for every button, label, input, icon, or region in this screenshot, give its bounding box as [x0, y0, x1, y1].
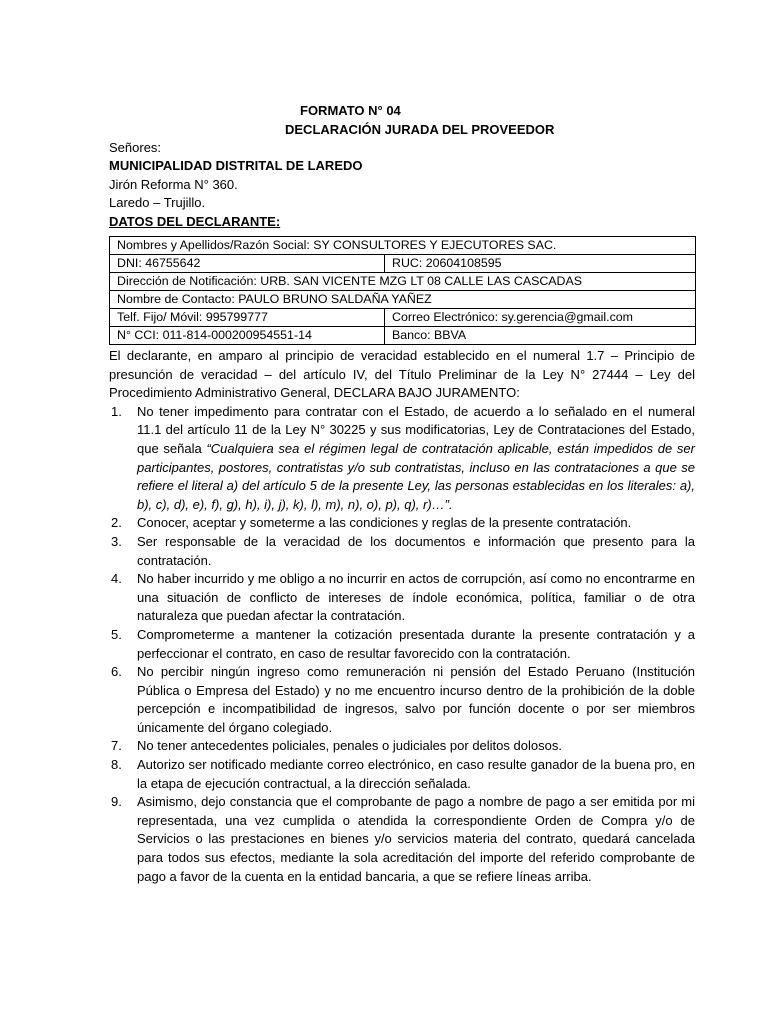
item-number: 1. [111, 403, 122, 419]
intro-paragraph: El declarante, en amparo al principio de veracidad establecido en el numeral 1.7 – Principio de presunción de veracidad – del artículo IV, del Título Preliminar de la Ley N° 27444 – Ley del Procedimiento Administrativo General, DECLARA BAJO JURAMENTO: [109, 348, 695, 401]
declarant-name-cell: Nombres y Apellidos/Razón Social: SY CONSULTORES Y EJECUTORES SAC. [110, 237, 696, 255]
address-cell: Dirección de Notificación: URB. SAN VICENTE MZG LT 08 CALLE LAS CASCADAS [110, 273, 696, 291]
ruc-cell: RUC: 20604108595 [385, 255, 696, 273]
bank-cell: Banco: BBVA [385, 327, 696, 345]
item-text: Comprometerme a mantener la cotización presentada durante la presente contratación y a perfeccionar el contrato, en caso de resultar favorecido con la contratación. [137, 626, 695, 661]
list-item [109, 533, 695, 570]
addressee-block [109, 139, 363, 231]
cci-cell: N° CCI: 011-814-000200954551-14 [110, 327, 385, 345]
table-row [110, 273, 696, 291]
item-number: 4. [111, 571, 122, 587]
entity-street: Jirón Reforma N° 360. [109, 176, 238, 192]
item-text: Asimismo, dejo constancia que el comprobante de pago a nombre de pago a ser emitida por mi representada, una vez cumplida o atendida la correspondiente Orden de Compra y/o de Servicios o las prestaciones en bienes y/o servicios materia del contrato, quedará cancelada para todos sus efectos, mediante la sola acreditación del importe del referido comprobante de pago a favor de la cuenta en la entidad bancaria, a que se refiere líneas arriba. [137, 794, 695, 884]
table-row [110, 237, 696, 255]
item-text: Conocer, aceptar y someterme a las condiciones y reglas de la presente contratación. [137, 515, 632, 531]
table-row [110, 309, 696, 327]
declarant-table [109, 236, 696, 345]
table-row [110, 327, 696, 345]
list-item [109, 756, 695, 793]
item-text: No percibir ningún ingreso como remuneración ni pensión del Estado Peruano (Institución Pública o Empresa del Estado) y no me encuentro incurso dentro de la prohibición de la doble percepción e incompatibilidad de ingresos, salvo por función docente o por ser miembros únicamente del órgano colegiado. [137, 664, 695, 735]
salutation: Señores: [109, 140, 162, 155]
dni-cell: DNI: 46755642 [110, 255, 385, 273]
item-number: 7. [111, 738, 122, 754]
entity-name: MUNICIPALIDAD DISTRITAL DE LAREDO [109, 158, 363, 174]
list-item [109, 403, 695, 515]
item-number: 2. [111, 515, 122, 531]
list-item [109, 793, 695, 886]
list-item [109, 514, 695, 533]
format-number: FORMATO N° 04 [300, 103, 401, 118]
list-item [109, 626, 695, 663]
contact-cell: Nombre de Contacto: PAULO BRUNO SALDAÑA YAÑEZ [110, 291, 696, 309]
phone-cell: Telf. Fijo/ Móvil: 995799777 [110, 309, 385, 327]
declaration-body [109, 347, 695, 886]
document-title: DECLARACIÓN JURADA DEL PROVEEDOR [285, 122, 555, 137]
item-text: Ser responsable de la veracidad de los documentos e información que presento para la contratación. [137, 533, 695, 568]
declaration-list [109, 403, 695, 886]
item-number: 6. [111, 664, 122, 680]
declarant-section-label: DATOS DEL DECLARANTE: [109, 213, 281, 229]
list-item [109, 570, 695, 626]
item-quote: “Cualquiera sea el régimen legal de contratación aplicable, están impedidos de ser participantes, postores, contratistas y/o sub contratistas, incluso en las contrataciones a que se refiere el literal a) del artículo 5 de la presente Ley, las personas establecidas en los literales: a), b), c), d), e), f), g), h), i), j), k), l), m), n), o), p), q), r)…”. [137, 440, 695, 512]
item-text: No tener antecedentes policiales, penales o judiciales por delitos dolosos. [137, 738, 562, 754]
item-text: Autorizo ser notificado mediante correo electrónico, en caso resulte ganador de la buena pro, en la etapa de ejecución contractual, a la dirección señalada. [137, 757, 695, 791]
item-number: 9. [111, 794, 122, 810]
table-row [110, 291, 696, 309]
item-text: No tener impedimento para contratar con el Estado, de acuerdo a lo señalado en el numeral 11.1 del artículo 11 de la Ley N° 30225 y sus modificatorias, Ley de Contrataciones del Estado, que señala [137, 403, 695, 456]
email-cell: Correo Electrónico: sy.gerencia@gmail.com [385, 309, 696, 327]
item-number: 8. [111, 757, 122, 773]
entity-city: Laredo – Trujillo. [109, 195, 206, 211]
list-item [109, 663, 695, 737]
table-row [110, 255, 696, 273]
list-item [109, 737, 695, 756]
item-number: 3. [111, 533, 122, 549]
item-number: 5. [111, 626, 122, 642]
item-text: No haber incurrido y me obligo a no incurrir en actos de corrupción, así como no encontrarme en una situación de conflicto de intereses de índole económica, política, familiar o de otra naturaleza que puedan afectar la contratación. [137, 571, 695, 624]
